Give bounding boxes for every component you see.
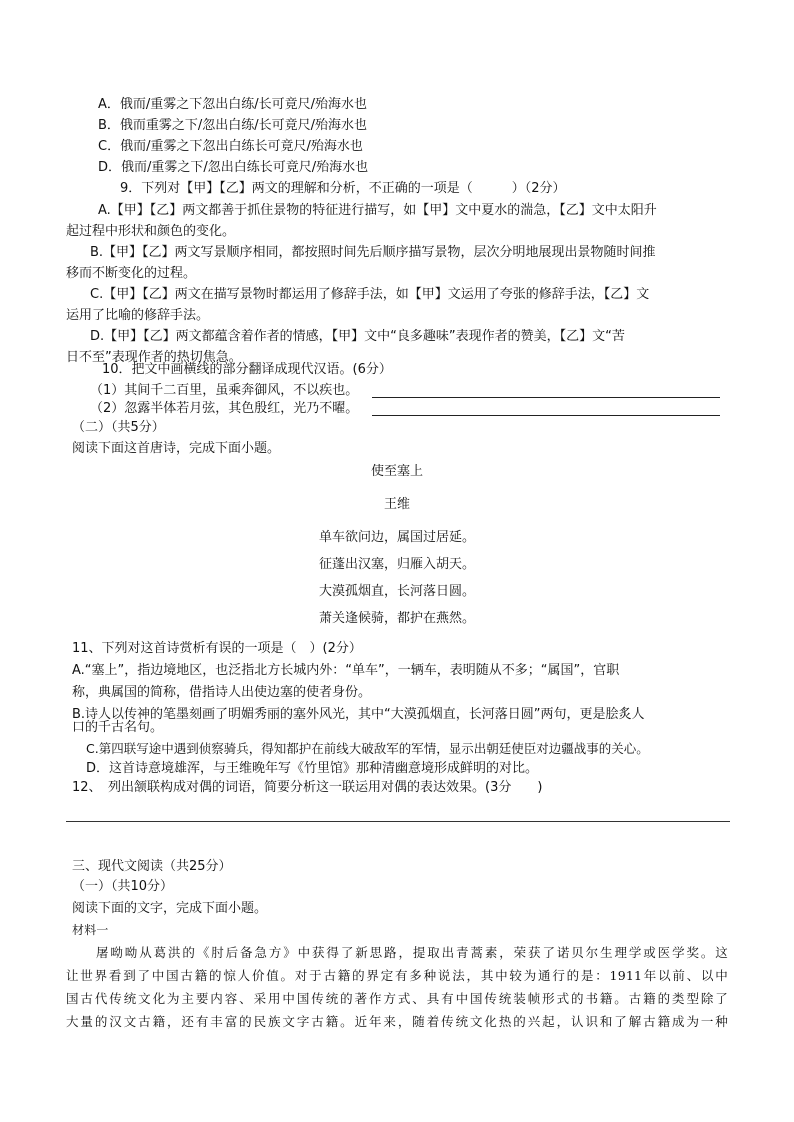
poem-line-2: 征蓬出汉塞，归雁入胡天。	[318, 557, 475, 572]
q9-option-a-line1: A.【甲】【乙】两文都善于抓住景物的特征进行描写，如【甲】文中夏水的湍急，【乙】文中太阳升	[98, 203, 657, 218]
poem-line-3: 大漠孤烟直，长河落日圆。	[318, 584, 475, 599]
q9-option-c-line1: C.【甲】【乙】两文在描写景物时都运用了修辞手法，如【甲】文运用了夸张的修辞手法，【乙】文	[90, 287, 650, 302]
section-3-header: 三、现代文阅读（共25分）	[72, 859, 232, 874]
q11-option-a-line2: 称，典属国的简称，借指诗人出使边塞的使者身份。	[72, 685, 372, 700]
section-2-instruction: 阅读下面这首唐诗，完成下面小题。	[72, 441, 281, 456]
poem-line-1: 单车欲问边，属国过居延。	[318, 530, 475, 545]
material-1-label: 材料一	[72, 923, 109, 937]
q11-option-c: C.第四联写途中遇到侦察骑兵，得知都护在前线大破敌军的军情，显示出朝廷使臣对边疆战事的关心。	[86, 741, 649, 756]
section-3-sub-header: （一）（共10分）	[72, 879, 174, 894]
q10-sentence-1: （1）其间千二百里，虽乘奔御风，不以疾也。	[90, 383, 359, 398]
material-1-paragraph-line-4: 大量的汉文古籍，还有丰富的民族文字古籍。近年来，随着传统文化热的兴起，认识和了解古籍成为一种	[66, 1014, 728, 1029]
q10-sentence-2: （2）忽露半体若月弦，其色殷红，光乃不曜。	[90, 401, 359, 416]
q9-option-d-line2: 日不至”表现作者的热切焦急。	[66, 350, 242, 365]
q8-option-a: A．俄而/重雾之下忽出白练/长可竟尺/殆海水也	[98, 97, 368, 112]
q12-stem: 12、 列出颔联构成对偶的词语，简要分析这一联运用对偶的表达效果。(3分 )	[72, 780, 543, 795]
material-1-paragraph-line-1: 屠呦呦从葛洪的《肘后备急方》中获得了新思路，提取出青蒿素，荣获了诺贝尔生理学或医学奖。这	[96, 945, 728, 960]
q9-stem: 9．下列对【甲】【乙】两文的理解和分析，不正确的一项是（ ）（2分）	[120, 181, 566, 196]
q8-option-d: D．俄而/重雾之下/忽出白练长可竟尺/殆海水也	[98, 160, 369, 175]
q11-option-a-line1: A.“塞上”，指边境地区，也泛指北方长城内外：“单车”，一辆车，表明随从不多；“属国”，官职	[72, 663, 620, 678]
q9-option-b-line2: 移而不断变化的过程。	[66, 266, 197, 281]
q9-option-c-line2: 运用了比喻的修辞手法。	[66, 308, 210, 323]
poem-line-4: 萧关逢候骑，都护在燕然。	[318, 611, 475, 626]
q11-stem: 11、下列对这首诗赏析有误的一项是（ ）(2分）	[72, 641, 362, 656]
q11-option-b-line2: 口的千古名句。	[72, 720, 164, 735]
material-1-paragraph-line-2: 让世界看到了中国古籍的惊人价值。对于古籍的界定有多种说法，其中较为通行的是：1911年以前、以中	[66, 968, 728, 983]
section-divider	[66, 821, 730, 822]
q8-option-c: C．俄而/重雾之下忽出白练长可竟尺/殆海水也	[98, 139, 363, 154]
section-2-header: （二）（共5分）	[72, 420, 165, 435]
q9-option-d-line1: D.【甲】【乙】两文都蕴含着作者的情感，【甲】文中“良多趣味”表现作者的赞美，【乙】文“苦	[90, 329, 625, 344]
q10-answer-line-2[interactable]	[372, 415, 720, 416]
poem-author: 王维	[383, 497, 410, 512]
q10-stem: 10．把文中画横线的部分翻译成现代汉语。(6分）	[102, 362, 392, 377]
q10-answer-line-1[interactable]	[372, 397, 720, 398]
q9-option-a-line2: 起过程中形状和颜色的变化。	[66, 224, 236, 239]
material-1-paragraph-line-3: 国古代传统文化为主要内容、采用中国传统的著作方式、具有中国传统装帧形式的书籍。古籍的类型除了	[66, 991, 728, 1006]
poem-title: 使至塞上	[370, 464, 423, 479]
q11-option-b-line1: B.诗人以传神的笔墨刻画了明媚秀丽的塞外风光，其中“大漠孤烟直，长河落日圆”两句，更是脍炙人	[72, 707, 645, 722]
q8-option-b: B．俄而重雾之下/忽出白练/长可竟尺/殆海水也	[98, 118, 368, 133]
q9-option-b-line1: B.【甲】【乙】两文写景顺序相同，都按照时间先后顺序描写景物，层次分明地展现出景物随时间推	[90, 245, 656, 260]
q11-option-d: D．这首诗意境雄浑，与王维晚年写《竹里馆》那种清幽意境形成鲜明的对比。	[86, 761, 539, 776]
section-3-instruction: 阅读下面的文字，完成下面小题。	[72, 901, 268, 916]
